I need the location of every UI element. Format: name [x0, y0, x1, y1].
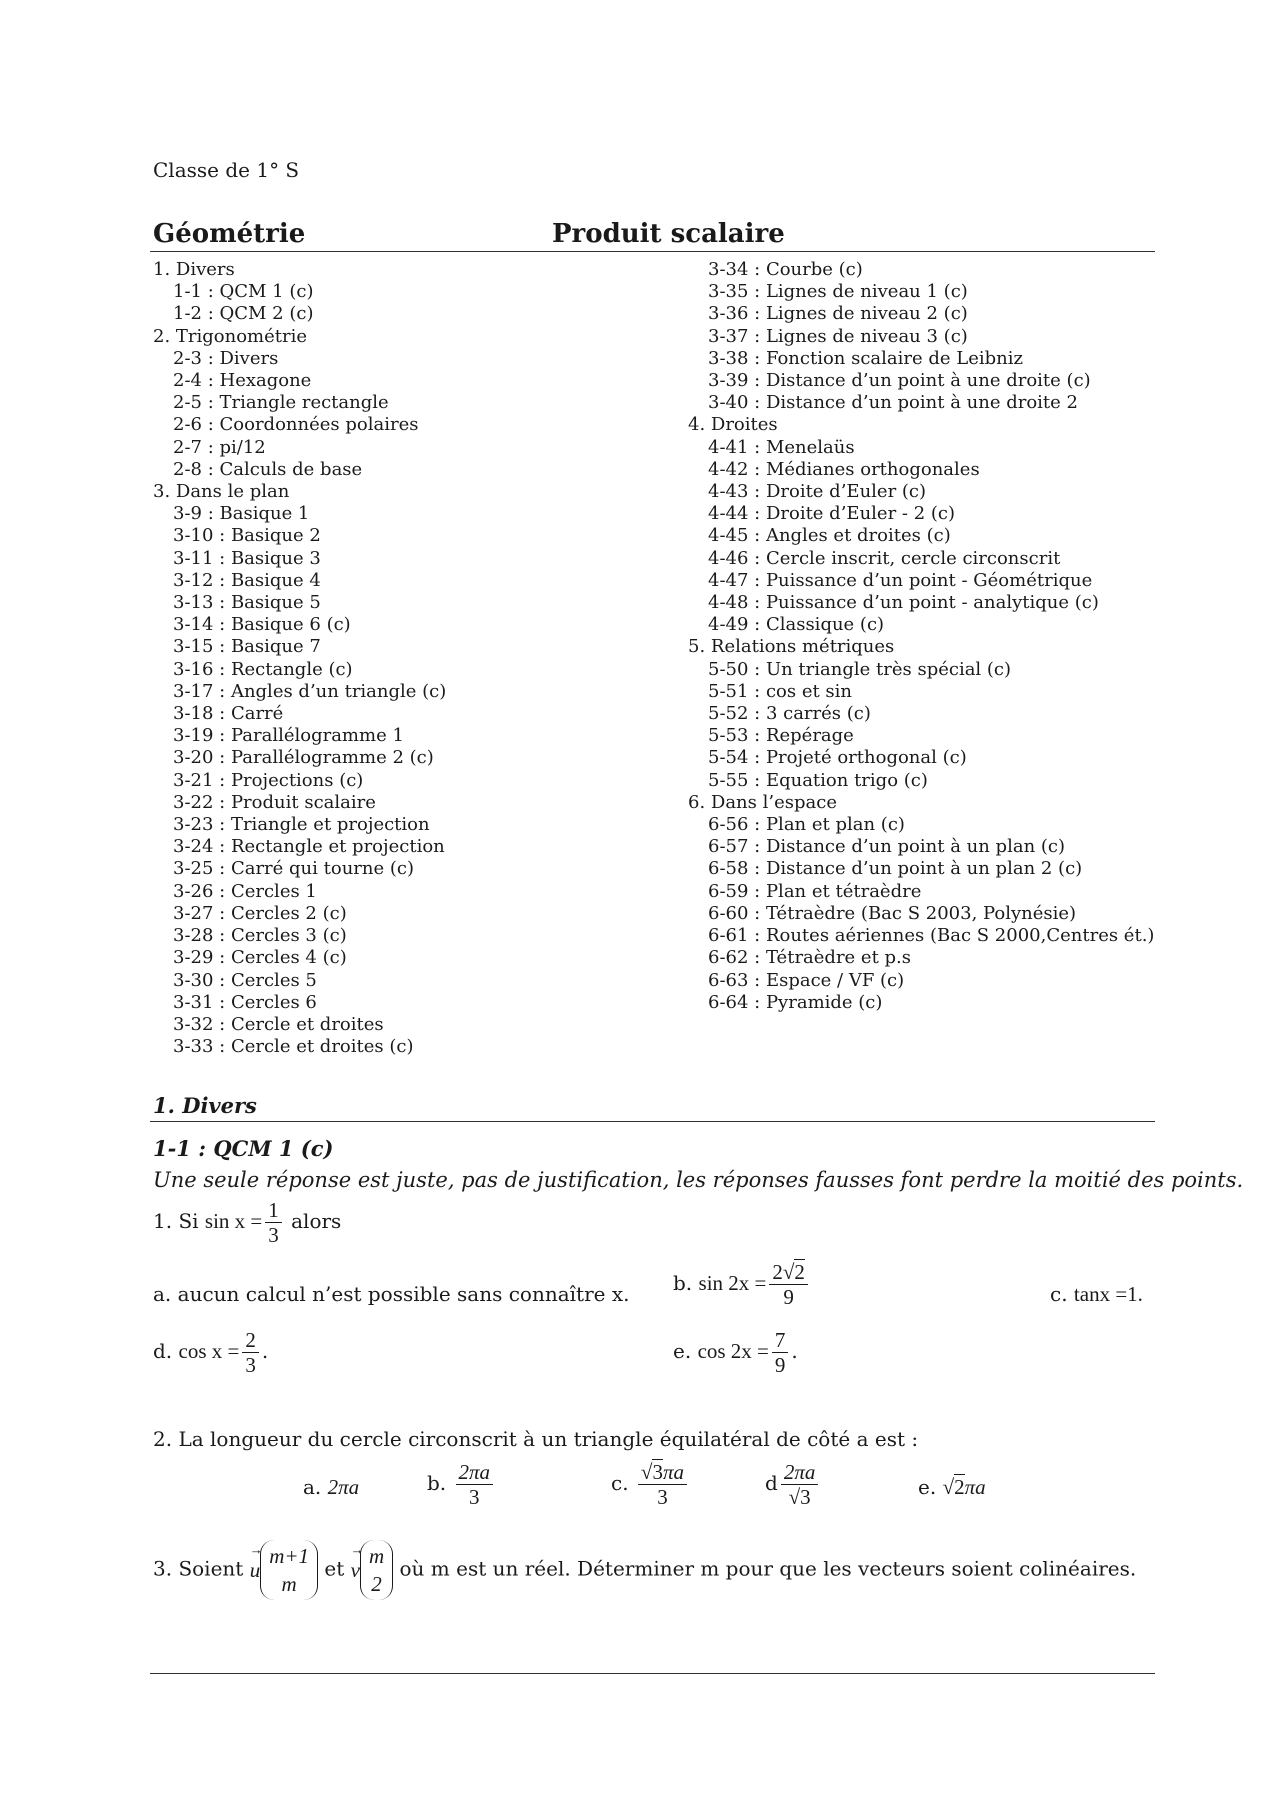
toc-right-column — [688, 259, 1154, 1014]
toc-item: 3-39 : Distance d’un point à une droite (c) — [708, 370, 1091, 392]
vector-u: → u — [249, 1541, 263, 1582]
toc-item: 3-24 : Rectangle et projection — [173, 836, 445, 858]
toc-item: 3-20 : Parallélogramme 2 (c) — [173, 747, 434, 769]
q1-b-fraction — [769, 1260, 808, 1309]
toc-item: 1-2 : QCM 2 (c) — [173, 303, 314, 325]
toc-item: 2-7 : pi/12 — [173, 436, 266, 458]
q1-d-lhs: cos x = — [178, 1339, 240, 1363]
header-rule — [150, 251, 1155, 252]
q2-statement: 2. La longueur du cercle circonscrit à un triangle équilatéral de côté a est : — [153, 1427, 919, 1451]
q2-option-d — [765, 1460, 821, 1509]
toc-item: 3-32 : Cercle et droites — [173, 1013, 384, 1035]
q1-option-b — [673, 1260, 811, 1309]
toc-item: 3-26 : Cercles 1 — [173, 880, 317, 902]
q2-c-fraction — [638, 1460, 687, 1509]
toc-item: 3-10 : Basique 2 — [173, 525, 321, 547]
toc-item: 6-63 : Espace / VF (c) — [708, 969, 905, 991]
toc-item: 5-52 : 3 carrés (c) — [708, 703, 871, 725]
q1-e-den: 9 — [774, 1353, 786, 1377]
toc-item: 6-58 : Distance d’un point à un plan 2 (c) — [708, 858, 1083, 880]
q1-e-fraction — [772, 1328, 789, 1377]
q2-d-label: d — [765, 1471, 778, 1495]
q1-den: 3 — [268, 1223, 279, 1247]
toc-item: 3-22 : Produit scalaire — [173, 791, 376, 813]
toc-item: 4-45 : Angles et droites (c) — [708, 525, 951, 547]
q1-option-e: e. cos 2x = $\frac{7}{9}$ . — [673, 1328, 798, 1377]
toc-item: 3-38 : Fonction scalaire de Leibniz — [708, 347, 1023, 369]
q1-b-label: b. — [673, 1271, 693, 1295]
toc-item: 4-47 : Puissance d’un point - Géométrique — [708, 569, 1093, 591]
q1-option-a — [153, 1282, 629, 1306]
toc-item: 3-21 : Projections (c) — [173, 769, 364, 791]
toc-item: 3-14 : Basique 6 (c) — [173, 614, 351, 636]
q1-b-lhs: sin 2x = — [698, 1271, 767, 1295]
toc-item: 6-62 : Tétraèdre et p.s — [708, 947, 912, 969]
section-heading: 1. Divers — [153, 1093, 257, 1118]
toc-item: 3-13 : Basique 5 — [173, 592, 321, 614]
toc-item: 3-9 : Basique 1 — [173, 503, 310, 525]
toc-item: 2-8 : Calculs de base — [173, 458, 363, 480]
q2-d-den: √3 — [788, 1485, 811, 1509]
topic-title: Produit scalaire — [552, 219, 785, 249]
q3-and: et — [324, 1556, 345, 1581]
q2-a-label: a. — [303, 1475, 322, 1499]
toc-item: 3-28 : Cercles 3 (c) — [173, 925, 347, 947]
q1-e-label: e. — [673, 1339, 692, 1363]
toc-item: 3-19 : Parallélogramme 1 — [173, 725, 404, 747]
q1-d-den: 3 — [245, 1353, 256, 1377]
toc-item: 6-57 : Distance d’un point à un plan (c) — [708, 836, 1066, 858]
toc-item: 4-46 : Cercle inscrit, cercle circonscrit — [708, 547, 1061, 569]
toc-item: 2-5 : Triangle rectangle — [173, 392, 389, 414]
q1-lhs: sin x = — [204, 1209, 263, 1233]
toc-item: 5-51 : cos et sin — [708, 680, 853, 702]
toc-section: 6. Dans l’espace — [688, 791, 837, 813]
q2-b-fraction — [456, 1460, 494, 1509]
toc-item: 3-36 : Lignes de niveau 2 (c) — [708, 303, 968, 325]
toc-item: 3-18 : Carré — [173, 703, 284, 725]
toc-left-column — [153, 259, 446, 1058]
q1-statement — [153, 1198, 341, 1247]
toc-item: 6-56 : Plan et plan (c) — [708, 814, 905, 836]
toc-item: 3-34 : Courbe (c) — [708, 259, 863, 280]
q1-num: 1 — [265, 1198, 282, 1223]
subject-title: Géométrie — [153, 219, 306, 249]
toc-section: 2. Trigonométrie — [153, 325, 308, 347]
toc-item: 2-6 : Coordonnées polaires — [173, 414, 419, 436]
q1-c-text: tanx =1. — [1073, 1282, 1143, 1306]
q3-statement — [153, 1540, 1136, 1600]
toc-item: 3-31 : Cercles 6 — [173, 991, 317, 1013]
q1-suffix: alors — [291, 1209, 342, 1233]
toc-item: 6-60 : Tétraèdre (Bac S 2003, Polynésie) — [708, 902, 1077, 924]
toc-section: 1. Divers — [153, 259, 235, 280]
toc-item: 3-33 : Cercle et droites (c) — [173, 1036, 414, 1058]
q1-b-num: 2√2 — [769, 1260, 808, 1285]
toc-item: 3-37 : Lignes de niveau 3 (c) — [708, 325, 968, 347]
toc-item: 1-1 : QCM 1 (c) — [173, 281, 314, 303]
q2-e-label: e. — [918, 1475, 937, 1499]
q1-e-lhs: cos 2x = — [697, 1339, 769, 1363]
toc-item: 6-64 : Pyramide (c) — [708, 991, 883, 1013]
toc-item: 6-61 : Routes aériennes (Bac S 2000,Centres ét.) — [708, 925, 1155, 947]
q2-option-a — [303, 1475, 359, 1500]
q1-fraction — [265, 1198, 282, 1247]
q1-d-num: 2 — [242, 1328, 259, 1353]
q3-suffix: où m est un réel. Déterminer m pour que les vecteurs soient colinéaires. — [399, 1556, 1137, 1581]
toc-section: 4. Droites — [688, 414, 778, 436]
toc-item: 4-44 : Droite d’Euler - 2 (c) — [708, 503, 955, 525]
toc-item: 5-55 : Equation trigo (c) — [708, 769, 928, 791]
q3-prefix: 3. Soient — [153, 1556, 244, 1581]
q1-d-fraction — [242, 1328, 259, 1377]
toc-item: 4-42 : Médianes orthogonales — [708, 458, 980, 480]
q2-a-value: 2πa — [327, 1475, 360, 1499]
toc-item: 4-43 : Droite d’Euler (c) — [708, 481, 927, 503]
toc-item: 3-16 : Rectangle (c) — [173, 658, 353, 680]
exercise-intro: Une seule réponse est juste, pas de justification, les réponses fausses font perdre la moitié des points. — [153, 1168, 1244, 1192]
toc-item: 2-4 : Hexagone — [173, 370, 312, 392]
q2-c-num: √3πa — [638, 1460, 687, 1485]
toc-section: 5. Relations métriques — [688, 636, 895, 658]
toc-item: 4-49 : Classique (c) — [708, 614, 885, 636]
toc-item: 3-30 : Cercles 5 — [173, 969, 317, 991]
section-rule — [150, 1121, 1155, 1122]
toc-section: 3. Dans le plan — [153, 481, 290, 503]
q1-e-num: 7 — [772, 1328, 789, 1353]
vector-u-coords: m+1 m — [260, 1540, 318, 1600]
q2-c-den: 3 — [657, 1485, 668, 1509]
toc-item: 3-12 : Basique 4 — [173, 569, 321, 591]
toc-item: 3-27 : Cercles 2 (c) — [173, 902, 347, 924]
q1-prefix: 1. Si — [153, 1209, 199, 1233]
toc-item: 6-59 : Plan et tétraèdre — [708, 880, 922, 902]
toc-item: 5-53 : Repérage — [708, 725, 854, 747]
q2-b-label: b. — [427, 1471, 447, 1495]
q2-option-c — [611, 1460, 690, 1509]
toc-item: 4-41 : Menelaüs — [708, 436, 855, 458]
q1-option-c — [1050, 1282, 1143, 1307]
toc-item: 3-17 : Angles d’un triangle (c) — [173, 680, 447, 702]
q1-a-label: a. — [153, 1282, 172, 1306]
q1-d-label: d. — [153, 1339, 173, 1363]
q2-option-e — [918, 1475, 986, 1500]
toc-item: 2-3 : Divers — [173, 347, 279, 369]
toc-item: 3-29 : Cercles 4 (c) — [173, 947, 347, 969]
q1-a-text: aucun calcul n’est possible sans connaître x. — [177, 1282, 630, 1306]
q1-option-d: d. cos x = $\frac{2}{3}$ . — [153, 1328, 269, 1377]
q2-option-b — [427, 1460, 496, 1509]
footer-rule — [150, 1673, 1155, 1674]
q1-c-label: c. — [1050, 1282, 1068, 1306]
toc-item: 3-40 : Distance d’un point à une droite 2 — [708, 392, 1078, 414]
q2-b-den: 3 — [469, 1485, 480, 1509]
toc-item: 3-15 : Basique 7 — [173, 636, 321, 658]
toc-item: 3-25 : Carré qui tourne (c) — [173, 858, 414, 880]
q2-d-fraction — [781, 1460, 819, 1509]
exercise-title: 1-1 : QCM 1 (c) — [153, 1136, 334, 1161]
class-label: Classe de 1° S — [153, 158, 300, 182]
q2-b-num: 2πa — [456, 1460, 494, 1485]
toc-item: 5-54 : Projeté orthogonal (c) — [708, 747, 967, 769]
toc-item: 3-11 : Basique 3 — [173, 547, 321, 569]
q2-d-num: 2πa — [781, 1460, 819, 1485]
vector-v-coords: m 2 — [360, 1540, 393, 1600]
q2-e-value: √2πa — [942, 1475, 986, 1499]
q1-b-den: 9 — [783, 1285, 794, 1309]
toc-item: 3-23 : Triangle et projection — [173, 814, 430, 836]
toc-item: 4-48 : Puissance d’un point - analytique (c) — [708, 592, 1099, 614]
vector-v: → v — [350, 1541, 364, 1582]
toc-item: 3-35 : Lignes de niveau 1 (c) — [708, 281, 968, 303]
q2-c-label: c. — [611, 1471, 629, 1495]
toc-item: 5-50 : Un triangle très spécial (c) — [708, 658, 1012, 680]
